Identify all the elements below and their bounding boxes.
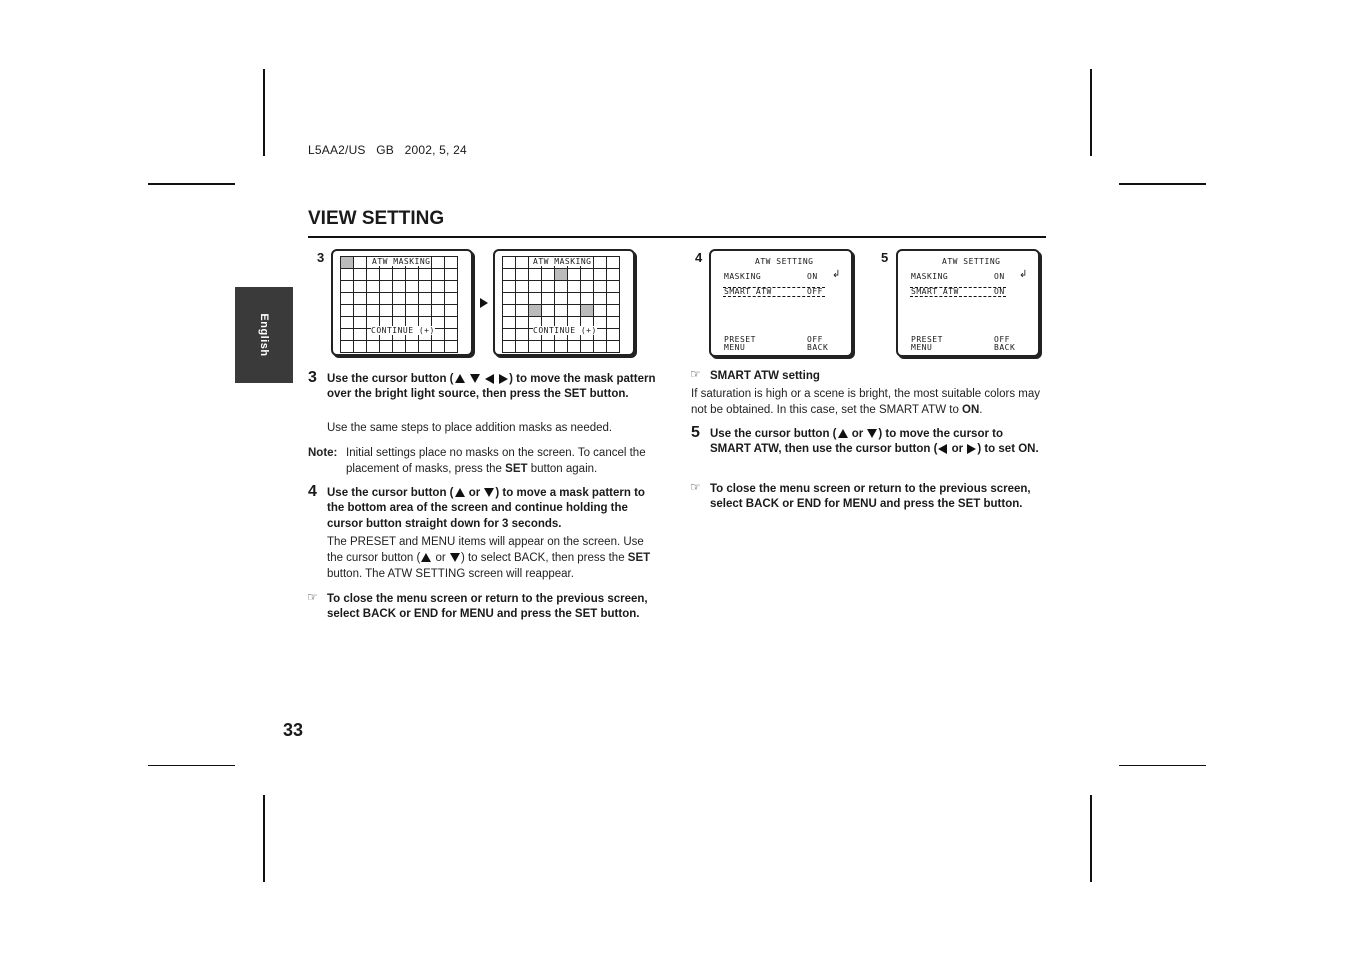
menu-label: MENU [911,343,933,352]
masking-value: ON [994,272,1005,281]
right-arrow-icon [967,444,976,454]
screen-title: ATW MASKING [533,257,592,266]
up-arrow-icon [455,488,465,497]
crop-mark [1119,765,1206,766]
crop-mark [263,795,265,882]
down-arrow-icon [484,488,494,497]
smart-atw-label: SMART ATW [911,287,959,296]
masking-screen-before [331,249,473,356]
preset-value: OFF [807,335,823,344]
menu-value: BACK [994,343,1016,352]
step3-instruction: Use the cursor button ( ) to move the mask pattern over the bright light source, then press the SET button. [327,373,656,401]
masking-screen-after [493,249,635,356]
figure-number: 3 [317,250,325,265]
left-arrow-icon [485,374,494,384]
enter-icon: ↲ [832,269,841,280]
masking-value: ON [807,272,818,281]
step-number: 5 [691,424,700,441]
figure-number: 4 [695,250,703,265]
mask-grid [502,256,620,353]
preset-value: OFF [994,335,1010,344]
smart-atw-label: SMART ATW [724,287,772,296]
step4-instruction: Use the cursor button ( or ) to move a mask pattern to the bottom area of the screen and continue holding the cursor button straight down for 3 seconds. [327,487,645,530]
crop-mark [148,183,235,185]
smart-atw-value: OFF [807,287,823,296]
tip-text: To close the menu screen or return to the previous screen, select BACK or END for MENU and press the SET button. [710,483,1031,511]
step4-body: The PRESET and MENU items will appear on the screen. Use the cursor button ( or ) to select BACK, then press the SET button. The ATW SETTING screen will reappear. [327,536,651,580]
down-arrow-icon [450,553,460,562]
title-divider [308,236,1046,238]
left-arrow-icon [938,444,947,454]
pointing-hand-icon: ☞ [690,480,701,494]
note-label: Note: [308,447,338,459]
up-arrow-icon [455,374,465,383]
masking-label: MASKING [911,272,949,281]
screen-title: ATW SETTING [755,257,814,266]
preset-label: PRESET [724,335,756,344]
page-title: VIEW SETTING [308,208,445,229]
up-arrow-icon [838,429,848,438]
note-text: Initial settings place no masks on the screen. To cancel the placement of masks, press the SET button again. [346,447,646,475]
figure-number: 5 [881,250,889,265]
mask-grid [340,256,458,353]
preset-label: PRESET [911,335,943,344]
right-arrow-icon [499,374,508,384]
step3-body: Use the same steps to place addition masks as needed. [327,422,613,434]
menu-value: BACK [807,343,829,352]
atw-setting-screen-on [896,249,1040,357]
smart-atw-value: ON [994,287,1005,296]
crop-mark [148,765,235,766]
crop-mark [1119,183,1206,185]
atw-setting-screen-off [709,249,853,357]
up-arrow-icon [421,553,431,562]
step-number: 4 [308,483,317,500]
smart-atw-heading: SMART ATW setting [710,370,820,382]
screen-title: ATW MASKING [372,257,431,266]
down-arrow-icon [867,429,877,438]
continue-label: CONTINUE (+) [371,326,435,335]
step5-instruction: Use the cursor button ( or ) to move the cursor to SMART ATW, then use the cursor button ( or ) to set ON. [710,428,1039,456]
arrow-right-icon [480,298,488,308]
language-tab-label: English [258,313,270,357]
crop-mark [1090,69,1092,156]
screen-title: ATW SETTING [942,257,1001,266]
crop-mark [263,69,265,156]
masking-label: MASKING [724,272,762,281]
down-arrow-icon [470,374,480,383]
pointing-hand-icon: ☞ [307,590,318,604]
smart-atw-body: If saturation is high or a scene is bright, the most suitable colors may not be obtained. In this case, set the SMART ATW to ON. [691,388,1040,416]
step-number: 3 [308,369,317,386]
crop-mark [1090,795,1092,882]
pointing-hand-icon: ☞ [690,367,701,381]
tip-text: To close the menu screen or return to the previous screen, select BACK or END for MENU and press the SET button. [327,593,648,621]
document-code: L5AA2/US GB 2002, 5, 24 [308,143,467,157]
page-number: 33 [283,720,304,740]
menu-label: MENU [724,343,746,352]
continue-label: CONTINUE (+) [533,326,597,335]
enter-icon: ↲ [1019,269,1028,280]
